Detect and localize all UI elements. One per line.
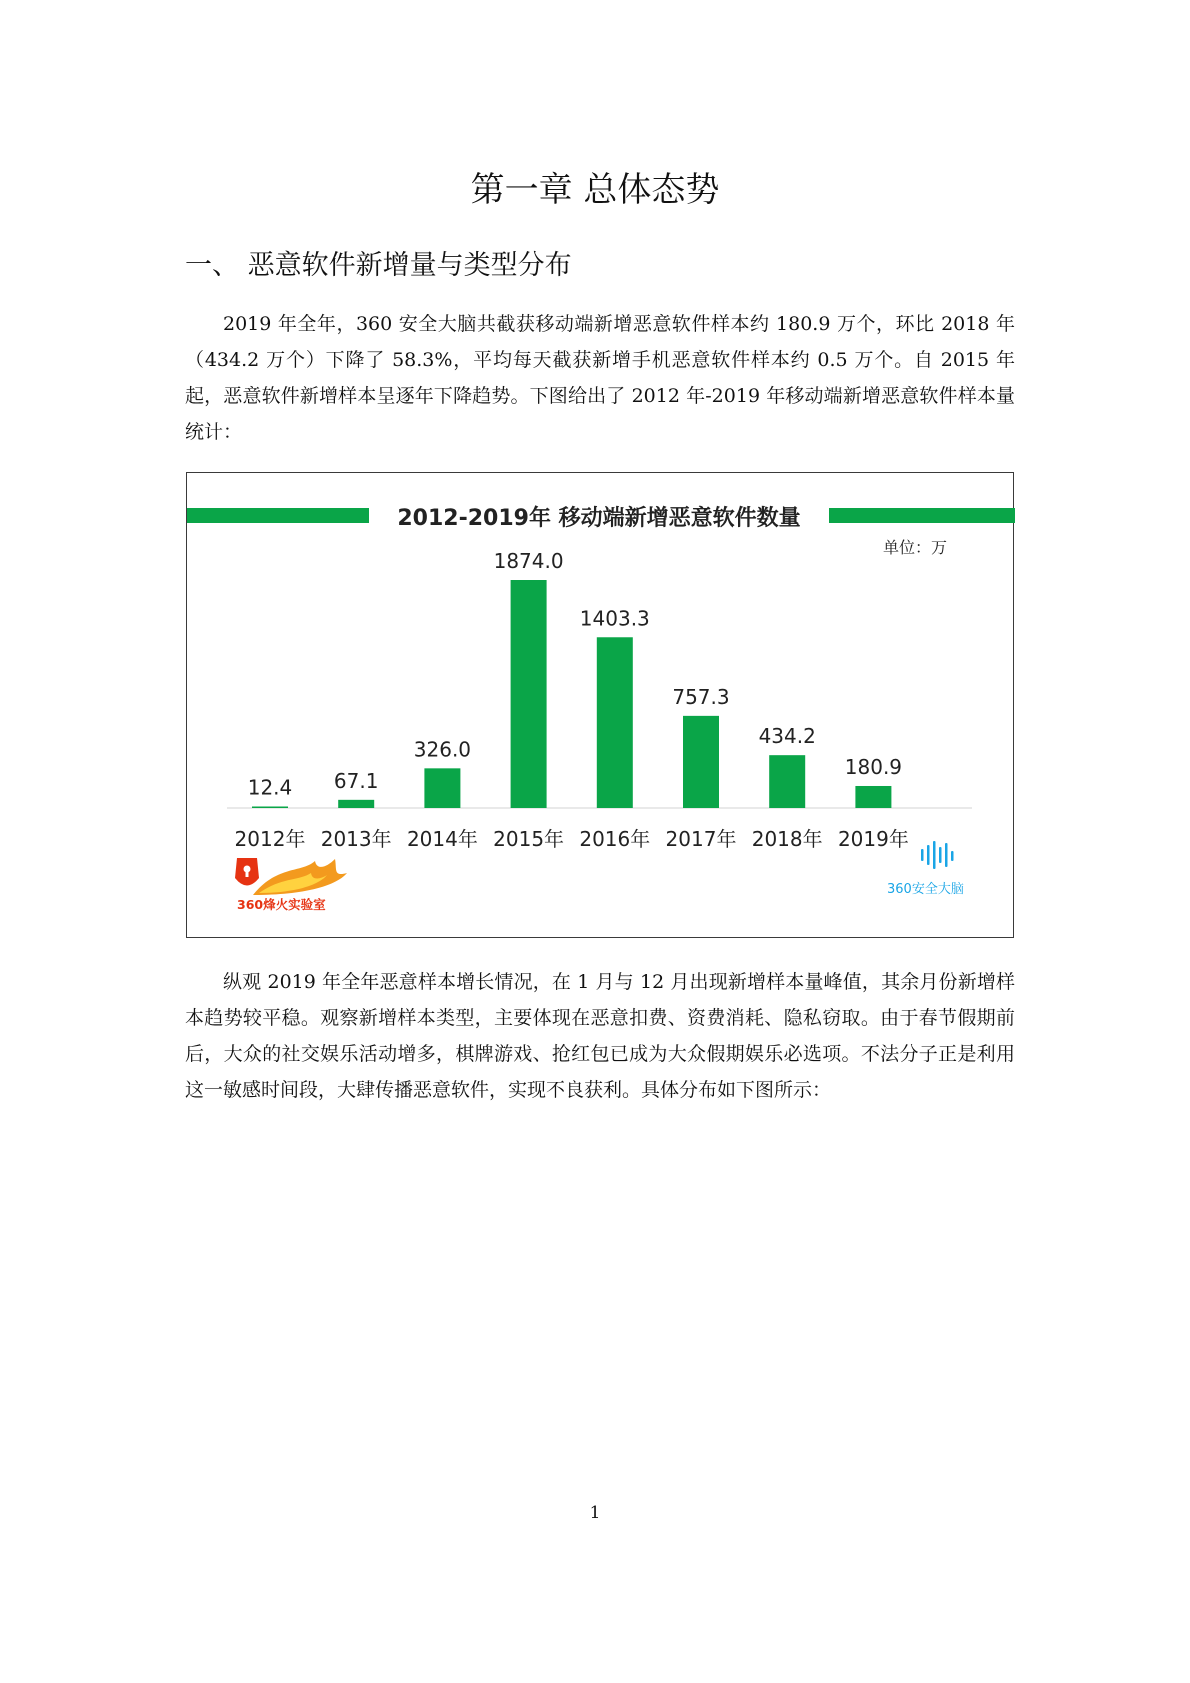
wave-bar [921,849,924,861]
bar-2012年 [252,806,288,808]
page-number: 1 [589,1503,601,1523]
x-tick-label: 2019年 [837,827,909,851]
data-label: 1403.3 [579,606,650,631]
wave-bar [933,841,936,869]
bar-chart [186,472,1014,938]
bar-2019年 [855,786,891,808]
bar-2014年 [424,768,460,808]
data-label: 326.0 [413,737,472,762]
wave-bar [951,851,954,861]
chart-title: 2012-2019年 移动端新增恶意软件数量 [397,506,801,531]
paragraph-intro: 2019 年全年，360 安全大脑共截获移动端新增恶意软件样本约 180.9 万个，环比 2018 年（434.2 万个）下降了 58.3%，平均每天截获新增手机恶意软件样本约 0.5 万个。自 2015 年起，恶意软件新增样本呈逐年下降趋势。下图给出了 2012 年-2019 年移动端新增恶意软件样本量统计： [185,313,1015,443]
data-label: 434.2 [758,724,816,749]
bar-2016年 [597,637,633,808]
data-label: 757.3 [672,684,730,709]
logo-left-text: 360烽火实验室 [237,897,326,912]
wave-bar [927,845,930,865]
x-tick-label: 2013年 [320,827,392,851]
x-tick-label: 2016年 [579,827,651,851]
chapter-title: 第一章 总体态势 [470,170,720,210]
data-label: 67.1 [333,768,379,793]
bar-2015年 [511,580,547,808]
wave-bar [939,847,942,863]
title-band-right [829,508,1015,523]
logo-right-text: 360安全大脑 [887,882,964,897]
bar-2017年 [683,716,719,808]
bar-2018年 [769,755,805,808]
title-band-left [187,508,369,523]
chart-canvas [187,473,1015,939]
section-title: 一、 恶意软件新增量与类型分布 [185,250,572,281]
paragraph-analysis: 纵观 2019 年全年恶意样本增长情况，在 1 月与 12 月出现新增样本量峰值，其余月份新增样本趋势较平稳。观察新增样本类型，主要体现在恶意扣费、资费消耗、隐私窃取。由于春节假期前后，大众的社交娱乐活动增多，棋牌游戏、抢红包已成为大众假期娱乐必选项。不法分子正是利用这一敏感时间段，大肆传播恶意软件，实现不良获利。具体分布如下图所示： [185,971,1015,1101]
wave-bar [945,843,948,867]
x-tick-label: 2014年 [406,827,478,851]
bars-layer [235,549,909,851]
x-tick-label: 2018年 [751,827,823,851]
x-tick-label: 2012年 [234,827,306,851]
lock-slot [246,870,249,877]
unit-label: 单位：万 [882,538,947,557]
data-label: 1874.0 [493,549,564,573]
bar-2013年 [338,800,374,808]
data-label: 12.4 [247,775,293,800]
x-tick-label: 2015年 [493,827,565,851]
logo-360-fire-lab [235,858,347,912]
data-label: 180.9 [844,754,903,779]
x-tick-label: 2017年 [665,827,737,851]
